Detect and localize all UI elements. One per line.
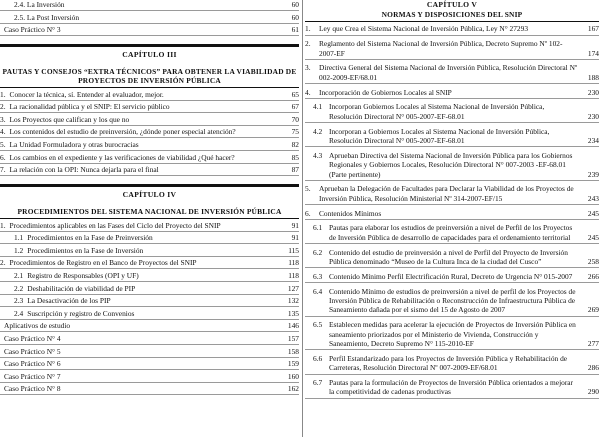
toc-entry	[305, 63, 599, 84]
toc-entry-title: Los cambios en el expediente y las verificaciones de viabilidad ¿Qué hacer?	[9, 152, 235, 162]
toc-entry-title: Aprueban Directiva del Sistema Nacional de Inversión Pública para los Gobiernos Regionales y Gobiernos Locales, Resolución Directoral N° 007-2003 -EF-68.01 (Parte pertinente)	[329, 150, 573, 179]
toc-entry-page: 132	[287, 296, 299, 306]
toc-entry	[0, 334, 299, 345]
toc-entry	[0, 0, 299, 11]
toc-entry	[305, 88, 599, 99]
toc-entry-page: 245	[587, 208, 599, 218]
toc-entry-page: 158	[287, 346, 299, 356]
chapter-3-label: CAPÍTULO III	[122, 50, 177, 60]
toc-entry-title: Establecen medidas para acelerar la ejecución de Proyectos de Inversión Pública en saneamiento priorizados por el Ministerio de Vivienda, Construcción y Saneamiento, Decreto Supremo N° 115-2010-EF	[329, 320, 576, 349]
toc-entry-title: Registro de Responsables (OPI y UF)	[27, 270, 139, 280]
toc-entry-number: 2.	[0, 102, 6, 112]
toc-entry-title: Incorporación de Gobiernos Locales al SNIP	[319, 87, 452, 97]
toc-entry-page: 239	[587, 169, 599, 179]
toc-entry-number: 6.1	[313, 223, 323, 233]
toc-entry-title: Contenido del estudio de preinversión a nivel de Perfil del Proyecto de Inversión Pública denominado “Museo de la Cultura Inca de la ciudad del Cusco”	[329, 247, 568, 267]
toc-entry-number: 1.	[305, 24, 311, 34]
toc-entry-title: Aprueban la Delegación de Facultades para Declarar la Viabilidad de los Proyectos de Inversión Pública, Resolución Ministerial Nº 314-2007-EF/15	[319, 184, 574, 203]
toc-entry-page: 188	[587, 72, 599, 82]
toc-entry	[0, 321, 299, 332]
toc-entry-title: Procedimientos aplicables en las Fases del Ciclo del Proyecto del SNIP	[9, 220, 221, 230]
toc-entry-page: 135	[287, 308, 299, 318]
toc-entry-page: 243	[587, 193, 599, 203]
toc-entry-number: 1.	[0, 220, 6, 230]
toc-entry	[305, 151, 599, 181]
toc-entry-number: 3.	[0, 114, 6, 124]
toc-entry-title: La Unidad Formuladora y otras burocracias	[9, 139, 139, 149]
toc-entry-page: 234	[587, 136, 599, 146]
toc-entry-title: 2.4. La Inversión	[14, 0, 65, 9]
top-items	[0, 0, 299, 36]
toc-entry-page: 65	[291, 89, 299, 99]
toc-entry	[0, 221, 299, 232]
column-divider	[302, 0, 303, 437]
toc-entry-title: Aplicativos de estudio	[4, 321, 71, 331]
toc-entry-title: Deshabilitación de viabilidad de PIP	[27, 283, 136, 293]
toc-entry-title: Contenidos Mínimos	[319, 208, 382, 218]
toc-entry-number: 1.2	[14, 245, 24, 255]
toc-entry-page: 75	[291, 127, 299, 137]
toc-entry-title: La relación con la OPI: Nunca dejarla para el final	[9, 165, 159, 175]
toc-entry	[0, 384, 299, 395]
toc-entry-page: 157	[287, 333, 299, 343]
toc-entry	[0, 296, 299, 307]
toc-entry-number: 6.4	[313, 286, 323, 296]
toc-entry	[305, 248, 599, 269]
toc-entry	[0, 359, 299, 370]
toc-entry	[0, 246, 299, 257]
toc-entry-page: 91	[291, 220, 299, 230]
toc-entry-title: Los contenidos del estudio de preinversión, ¿dónde poner especial atención?	[9, 127, 236, 137]
toc-entry-page: 258	[587, 257, 599, 267]
chapter-5-entries	[305, 24, 599, 398]
toc-entry-page: 167	[587, 24, 599, 34]
toc-entry-number: 6.7	[313, 378, 323, 388]
toc-entry	[0, 102, 299, 113]
toc-entry-title: Caso Práctico N° 4	[4, 333, 61, 343]
toc-entry-title: Perfil Estandarizado para los Proyectos de Inversión Pública y Rehabilitación de Carreteras, Resolución Directoral Nº 007-2009-EF/68.01	[329, 353, 568, 373]
toc-entry-page: 269	[587, 305, 599, 315]
toc-entry	[305, 287, 599, 317]
toc-entry-number: 1.1	[14, 233, 24, 243]
toc-entry	[0, 233, 299, 244]
chapter-4-header	[0, 184, 299, 218]
toc-entry-number: 6.	[305, 208, 311, 218]
toc-entry-title: Caso Práctico N° 7	[4, 371, 61, 381]
toc-entry-title: Procedimientos en la Fase de Inversión	[27, 245, 144, 255]
chapter-5-title: NORMAS Y DISPOSICIONES DEL SNIP	[305, 10, 599, 22]
toc-entry-page: 127	[287, 283, 299, 293]
toc-entry	[305, 223, 599, 244]
toc-entry-title: Suscripción y registro de Convenios	[27, 308, 135, 318]
toc-entry	[305, 320, 599, 350]
toc-entry-number: 5.	[305, 184, 311, 194]
toc-entry-number: 5.	[0, 139, 6, 149]
toc-entry-number: 2.3	[14, 296, 24, 306]
toc-entry	[0, 271, 299, 282]
toc-entry-page: 87	[291, 165, 299, 175]
toc-entry	[0, 309, 299, 320]
toc-entry-number: 4.1	[313, 102, 323, 112]
chapter-4-title: PROCEDIMIENTOS DEL SISTEMA NACIONAL DE INVERSIÓN PÚBLICA	[0, 207, 299, 219]
toc-entry-page: 61	[291, 25, 299, 35]
toc-entry-title: Pautas para la formulación de Proyectos de Inversión Pública orientados a mejorar la competitividad de cadenas productivas	[329, 378, 574, 397]
toc-entry	[305, 102, 599, 123]
toc-entry-title: Contenido Mínimo de estudios de preinversión a nivel de perfil de los Proyectos de Inversión Pública de Rehabilitación o Reconstrucción de Infraestructura Pública de Saneamiento dañada por el sismo del 15 de Agosto de 2007	[329, 286, 576, 315]
toc-entry-number: 6.6	[313, 353, 323, 363]
toc-entry-title: La racionalidad pública y el SNIP: El servicio público	[9, 102, 170, 112]
chapter-4-label: CAPÍTULO IV	[122, 190, 177, 200]
toc-entry	[0, 372, 299, 383]
chapter-5-label: CAPÍTULO V	[426, 0, 478, 9]
toc-entry-title: 2.5. La Post Inversión	[14, 12, 80, 22]
toc-entry-number: 6.3	[313, 271, 323, 281]
toc-entry	[0, 25, 299, 36]
toc-entry-page: 118	[288, 270, 299, 280]
toc-entry	[0, 90, 299, 101]
toc-entry-title: Contenido Mínimo Perfil Electrificación Rural, Decreto de Urgencia N° 015-2007	[329, 271, 573, 281]
toc-entry-page: 70	[291, 114, 299, 124]
toc-entry	[0, 115, 299, 126]
toc-entry-title: Incorporan Gobiernos Locales al Sistema Nacional de Inversión Pública, Resolución Directoral N° 005-2007-EF-68.01	[329, 102, 545, 121]
toc-entry-number: 3.	[305, 63, 311, 73]
toc-entry-title: Caso Práctico N° 5	[4, 346, 61, 356]
toc-entry-page: 118	[288, 258, 299, 268]
toc-entry-number: 4.	[305, 87, 311, 97]
toc-entry-title: Conocer la técnica, sí. Entender al evaluador, mejor.	[9, 89, 164, 99]
toc-entry-page: 174	[587, 48, 599, 58]
toc-entry-page: 245	[587, 232, 599, 242]
toc-entry-number: 4.2	[313, 126, 323, 136]
toc-entry-title: Caso Práctico N° 3	[4, 25, 61, 35]
toc-entry	[305, 378, 599, 399]
toc-entry-number: 4.	[0, 127, 6, 137]
toc-entry-title: Procedimientos en la Fase de Preinversión	[27, 233, 153, 243]
toc-entry-number: 7.	[0, 165, 6, 175]
toc-entry-title: Reglamento del Sistema Nacional de Inversión Pública, Decreto Supremo Nº 102-2007-EF	[319, 39, 563, 58]
toc-entry-page: 266	[587, 271, 599, 281]
toc-entry-page: 82	[291, 139, 299, 149]
left-column	[0, 0, 299, 397]
chapter-3-entries	[0, 90, 299, 177]
toc-entry-number: 6.2	[313, 247, 323, 257]
toc-entry-number: 2.1	[14, 270, 24, 280]
toc-entry-page: 115	[288, 245, 299, 255]
toc-entry-page: 85	[291, 152, 299, 162]
toc-entry-page: 290	[587, 387, 599, 397]
toc-entry-title: Procedimientos de Registro en el Banco de Proyectos del SNIP	[9, 258, 197, 268]
toc-entry	[0, 140, 299, 151]
toc-entry-title: Los Proyectos que califican y los que no	[9, 114, 130, 124]
toc-entry	[0, 347, 299, 358]
toc-entry-page: 159	[287, 359, 299, 369]
toc-entry-page: 230	[587, 87, 599, 97]
toc-entry	[0, 258, 299, 269]
chapter-4-entries	[0, 221, 299, 396]
right-column	[305, 0, 599, 402]
toc-entry-number: 2.	[305, 39, 311, 49]
toc-entry-page: 67	[291, 102, 299, 112]
toc-entry-number: 6.	[0, 152, 6, 162]
toc-entry-page: 162	[287, 384, 299, 394]
toc-entry-page: 277	[587, 339, 599, 349]
toc-entry	[305, 272, 599, 283]
toc-entry-title: Caso Práctico N° 6	[4, 359, 61, 369]
toc-entry	[0, 284, 299, 295]
toc-entry-number: 2.2	[14, 283, 24, 293]
toc-entry-title: Ley que Crea el Sistema Nacional de Inversión Pública, Ley N° 27293	[319, 24, 529, 34]
toc-entry-page: 160	[287, 371, 299, 381]
toc-entry-number: 6.5	[313, 320, 323, 330]
toc-entry	[0, 127, 299, 138]
toc-entry-title: Directiva General del Sistema Nacional de Inversión Pública, Resolución Directoral Nº 002-2009-EF/68.01	[319, 63, 578, 82]
toc-entry-title: La Desactivación de los PIP	[27, 296, 111, 306]
toc-entry-title: Pautas para elaborar los estudios de preinversión a nivel de Perfil de los Proyectos de Inversión Pública de desarrollo de capacidades para el ordenamiento territorial	[329, 223, 573, 242]
toc-entry	[305, 184, 599, 205]
toc-entry	[305, 209, 599, 220]
toc-entry-page: 60	[291, 0, 299, 9]
toc-entry	[0, 153, 299, 164]
toc-entry	[305, 127, 599, 148]
toc-entry-page: 91	[291, 233, 299, 243]
toc-entry-title: Caso Práctico N° 8	[4, 384, 61, 394]
toc-entry-number: 1.	[0, 89, 6, 99]
toc-entry-number: 2.	[0, 258, 6, 268]
toc-entry-number: 2.4	[14, 308, 24, 318]
toc-entry	[0, 13, 299, 24]
chapter-5-header	[305, 0, 599, 22]
toc-entry-title: Incorporan a Gobiernos Locales al Sistema Nacional de Inversión Pública, Resolución Directoral N° 005-2007-EF-68.01	[329, 126, 550, 146]
toc-entry-number: 4.3	[313, 150, 323, 160]
toc-entry	[0, 165, 299, 176]
toc-entry-page: 146	[287, 321, 299, 331]
toc-entry-page: 230	[587, 111, 599, 121]
toc-entry	[305, 354, 599, 375]
toc-entry	[305, 24, 599, 35]
chapter-3-header	[0, 44, 299, 87]
toc-entry	[305, 39, 599, 60]
chapter-3-title: PAUTAS Y CONSEJOS “EXTRA TÉCNICOS” PARA OBTENER LA VIABILIDAD DE PROYECTOS DE INVERSIÓN PÚBLICA	[0, 67, 299, 88]
toc-entry-page: 286	[587, 363, 599, 373]
toc-entry-page: 60	[291, 12, 299, 22]
